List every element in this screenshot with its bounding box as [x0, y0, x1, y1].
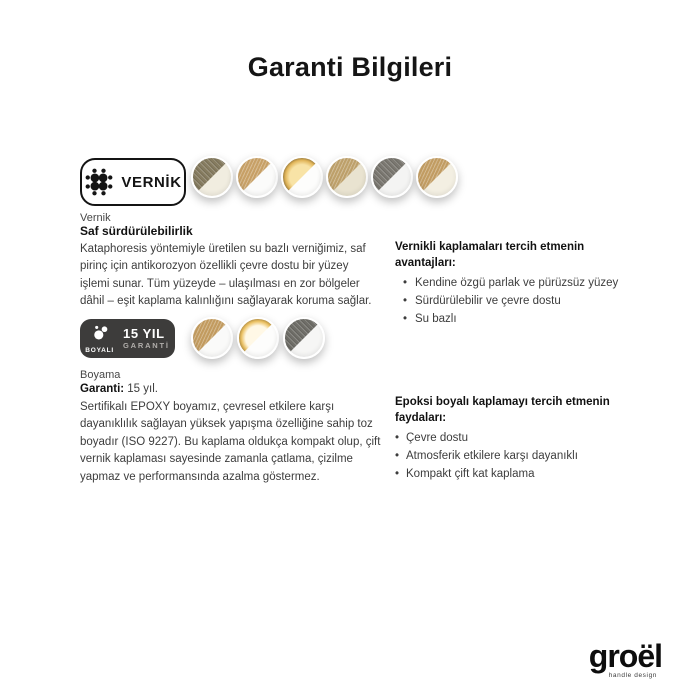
- vernik-paragraph: Kataphoresis yöntemiyle üretilen su bazlı verniğimiz, saf pirinç için antikorozyon özellikli çevre dostu bir yüzey işlemi sunar. Tüm yüzeyde – ulaşılması en zor bölgeler dâhil – eşit kaplama kalınlığını sağlayarak koruma sağlar.: [80, 243, 372, 308]
- boyali-label: Boyama: [80, 369, 121, 381]
- boyali-badge-icon-column: [85, 324, 114, 354]
- finish-swatch-brushed-brass: [191, 317, 233, 359]
- brand-tagline: handle design: [608, 672, 657, 679]
- brand-wordmark: groël: [588, 638, 662, 674]
- brand-logo: [566, 640, 662, 679]
- warranty-label: Garanti:: [80, 383, 125, 395]
- list-item: • Atmosferik etkilere karşı dayanıklı: [395, 448, 630, 466]
- finish-swatch-brushed-brass: [236, 156, 278, 198]
- finish-swatch-aged-brass: [326, 156, 368, 198]
- vernik-label: Vernik: [80, 212, 111, 224]
- vernik-badge: [80, 158, 186, 206]
- list-item: • Kompakt çift kat kaplama: [395, 466, 630, 484]
- warranty-years: 15 YIL: [123, 326, 165, 342]
- vernik-advantages: [395, 239, 630, 329]
- warranty-value: 15 yıl.: [124, 383, 158, 395]
- finish-swatch-polished-gold: [281, 156, 323, 198]
- page-title: Garanti Bilgileri: [247, 52, 453, 82]
- finish-swatch-antique-bronze: [191, 156, 233, 198]
- boyali-warranty-line: [80, 381, 158, 398]
- boyali-paragraph: Sertifikalı EPOXY boyamız, çevresel etkilere karşı dayanıklılık sağlayan yüksek yapışma özelliğine sahip toz boyadır (ISO 9227). Bu kaplama oldukça kompakt olup, çift vernik kaplaması sayesinde zamanla çatlama, çizilme yapmaz ve performansında azalma göstermez.: [80, 401, 381, 483]
- boyali-swatch-row: [191, 317, 325, 359]
- boyali-benefits: [395, 394, 630, 484]
- finish-swatch-gunmetal: [371, 156, 413, 198]
- finish-swatch-natural-brass: [416, 156, 458, 198]
- finish-swatch-graphite: [283, 317, 325, 359]
- boyali-benefits-list: [395, 430, 630, 483]
- warranty-word: GARANTİ: [123, 341, 170, 351]
- vernik-swatch-row: [191, 156, 458, 198]
- splash-dots-icon: [84, 167, 114, 197]
- list-item: • Sürdürülebilir ve çevre dostu: [395, 293, 630, 311]
- boyali-badge: [80, 319, 175, 358]
- vernik-advantages-list: [395, 275, 630, 328]
- list-item: • Kendine özgü parlak ve pürüzsüz yüzey: [395, 275, 630, 293]
- paint-splash-icon: [91, 324, 109, 346]
- warranty-badge: [123, 327, 170, 350]
- vernik-badge-label: VERNİK: [121, 173, 182, 191]
- list-item: • Su bazlı: [395, 311, 630, 329]
- vernik-advantages-heading: Vernikli kaplamaları tercih etmenin avantajları:: [395, 241, 585, 270]
- boyali-badge-label: BOYALI: [85, 346, 114, 354]
- list-item: • Çevre dostu: [395, 430, 630, 448]
- finish-swatch-polished-gold: [237, 317, 279, 359]
- vernik-subtitle: Saf sürdürülebilirlik: [80, 224, 193, 238]
- boyali-benefits-heading: Epoksi boyalı kaplamayı tercih etmenin faydaları:: [395, 396, 610, 425]
